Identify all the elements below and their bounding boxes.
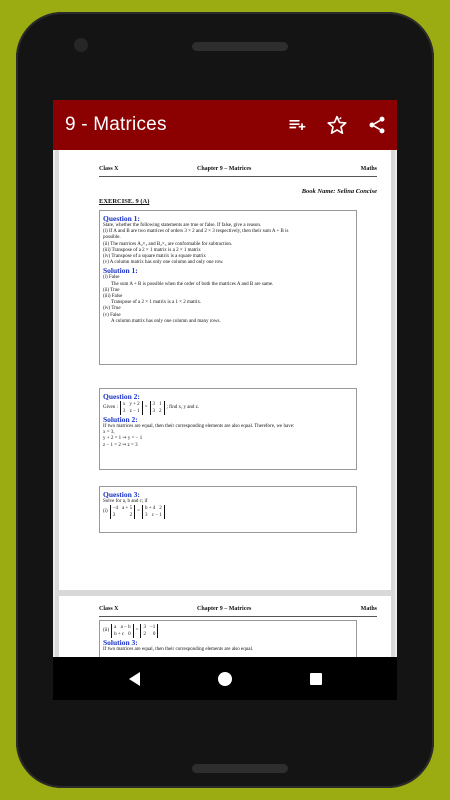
question-2-box xyxy=(99,388,357,470)
matrix-cell: z − 1 xyxy=(129,409,140,414)
playlist-add-icon[interactable] xyxy=(277,100,317,150)
matrix-cell: 0 xyxy=(152,632,156,637)
s1-line: (iii) False xyxy=(103,294,123,300)
book-name: Book Name: Selina Concise xyxy=(301,188,377,195)
q1-line: (ii) The matrices A₂×₃ and B₂×₃ are conformable for subtraction. xyxy=(103,241,233,247)
q2-matrix-right xyxy=(150,401,165,415)
header-right: Maths xyxy=(360,606,377,612)
back-icon xyxy=(129,672,140,686)
back-button[interactable] xyxy=(119,664,149,694)
q1-line: (i) If A and B are two matrices of orders 3 × 2 and 2 × 3 respectively, then their sum A + B is xyxy=(103,229,289,235)
matrix-cell: 0 xyxy=(128,632,131,637)
header-divider xyxy=(99,616,377,617)
matrix-cell: 1 xyxy=(159,402,162,407)
matrix-cell: 3 xyxy=(112,513,116,519)
matrix-cell: −4 xyxy=(112,506,119,512)
matrix-cell: c − 1 xyxy=(151,513,162,519)
q2-equation xyxy=(103,401,353,415)
q1-line: State, whether the following statements are true or false. If false, give a reason. xyxy=(103,223,262,228)
s2-line: z − 1 = 2 ⇒ z = 3 xyxy=(103,442,138,448)
q3ii-matrix-right xyxy=(140,624,158,638)
s1-line: (i) False xyxy=(103,275,120,281)
question-1-title: Question 1: xyxy=(103,214,140,223)
solution-2-title: Solution 2: xyxy=(103,415,138,424)
pdf-page-1 xyxy=(59,150,391,590)
q3-matrix-right xyxy=(142,505,165,519)
q1-line: (iii) Transpose of a 2 × 1 matrix is a 2 × 1 matrix xyxy=(103,247,201,253)
matrix-cell: x xyxy=(122,402,126,407)
equals-sign: = xyxy=(144,404,148,410)
matrix-cell: a − b xyxy=(120,625,131,630)
s1-line: (iv) True xyxy=(103,306,121,312)
recents-button[interactable] xyxy=(301,664,331,694)
matrix-cell: b + 4 xyxy=(144,506,156,512)
matrix-cell: 3 xyxy=(122,409,126,414)
s2-line: y + 2 = 1 ⇒ y = − 1 xyxy=(103,436,143,442)
matrix-cell: −1 xyxy=(149,625,156,630)
matrix-cell: 3 xyxy=(143,625,146,630)
home-button[interactable] xyxy=(210,664,240,694)
q3-intro: Solve for a, b and c; if xyxy=(103,499,148,504)
q2-given: Given : xyxy=(103,404,118,410)
question-2-title: Question 2: xyxy=(103,392,140,401)
q3-equation xyxy=(103,505,353,519)
document-viewer[interactable] xyxy=(55,150,395,657)
front-camera xyxy=(74,38,88,52)
equals-sign: = xyxy=(135,627,139,633)
s1-line: A column matrix has only one column and many rows. xyxy=(111,318,221,324)
header-left: Class X xyxy=(99,606,119,612)
home-icon xyxy=(218,672,232,686)
matrix-cell: 2 xyxy=(129,513,133,519)
matrix-cell: a xyxy=(114,625,117,630)
header-divider xyxy=(99,176,377,177)
matrix-cell: b + c xyxy=(114,632,125,637)
header-center: Chapter 9 – Matrices xyxy=(197,606,252,612)
matrix-cell: 3 xyxy=(144,513,148,519)
s1-line: Transpose of a 2 × 1 matrix is a 1 × 2 matrix. xyxy=(111,300,202,306)
q1-line: (iv) Transpose of a square matrix is a square matrix xyxy=(103,254,206,260)
matrix-cell: 2 xyxy=(143,632,146,637)
share-icon[interactable] xyxy=(357,100,397,150)
q1-line: (v) A column matrix has only one column and only one row. xyxy=(103,260,224,266)
matrix-cell: 3 xyxy=(152,402,156,407)
s1-line: The sum A + B is possible when the order of both the matrices A and B are same. xyxy=(111,281,274,287)
q3-part: (i) xyxy=(103,509,108,515)
s2-line: If two matrices are equal, then their corresponding elements are also equal. Therefore, we have: xyxy=(103,424,295,429)
q3-equation-ii xyxy=(103,624,353,638)
question-1-box xyxy=(99,210,357,365)
header-left: Class X xyxy=(99,166,119,172)
header-right: Maths xyxy=(360,166,377,172)
pdf-page-2 xyxy=(59,596,391,657)
screen xyxy=(53,100,397,700)
s2-line: x = 3, xyxy=(103,430,115,436)
solution-3-title: Solution 3: xyxy=(103,638,138,647)
q3-part-ii: (ii) xyxy=(103,627,110,633)
q3-matrix-left xyxy=(110,505,135,519)
recents-icon xyxy=(310,673,322,685)
s3-line: If two matrices are equal, then their corresponding elements are also equal. xyxy=(103,647,254,652)
q2-matrix-left xyxy=(120,401,143,415)
exercise-heading: EXERCISE. 9 (A) xyxy=(99,198,150,205)
app-bar xyxy=(53,100,397,150)
matrix-cell: 2 xyxy=(159,409,162,414)
page-title: 9 - Matrices xyxy=(65,114,167,135)
matrix-cell: a + 5 xyxy=(122,506,133,512)
q2-find: ; find x, y and z. xyxy=(166,404,200,410)
q3ii-matrix-left xyxy=(111,624,134,638)
header-center: Chapter 9 – Matrices xyxy=(197,166,252,172)
question-3-continued-box xyxy=(99,620,357,657)
matrix-cell: y + 2 xyxy=(129,402,140,407)
bottom-speaker xyxy=(192,764,288,773)
solution-1-title: Solution 1: xyxy=(103,266,138,276)
equals-sign: = xyxy=(137,509,140,515)
q1-line: possible. xyxy=(103,235,121,241)
matrix-cell: 3 xyxy=(152,409,156,414)
matrix-cell: 2 xyxy=(159,506,162,512)
question-3-title: Question 3: xyxy=(103,490,140,499)
star-outline-icon[interactable] xyxy=(317,100,357,150)
s1-line: (ii) True xyxy=(103,287,120,293)
system-nav-bar xyxy=(53,657,397,700)
question-3-box xyxy=(99,486,357,533)
s1-line: (v) False xyxy=(103,312,121,318)
earpiece-speaker xyxy=(192,42,288,51)
